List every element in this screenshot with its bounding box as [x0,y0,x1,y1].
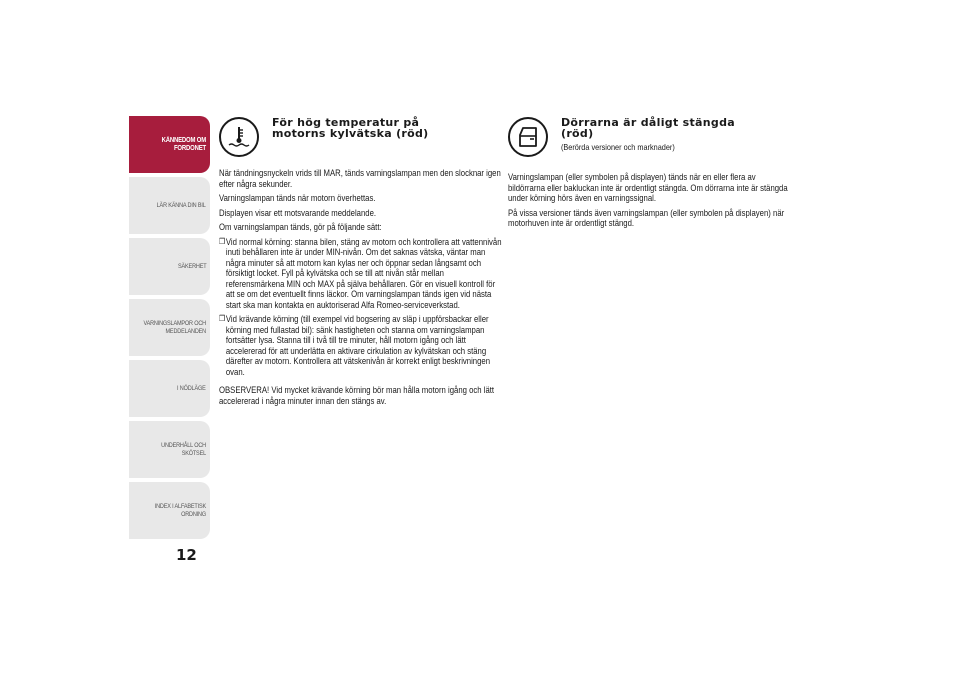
list-item [219,237,503,311]
list-item-text: Vid krävande körning (till exempel vid bogsering av släp i uppförsbackar eller körning med fullastad bil): sänk hastigheten och stanna om varningslampan fortsätter lysa. Stanna till i två till tre minuter, håll motorn igång och lätt accelererad för att underlätta en aktivare cirkulation av kylvätskan och stäng därefter av motorn. Kontrollera att vätskenivån är korrekt enligt beskrivningen ovan. [225,314,491,377]
page-number: 12 [176,546,197,564]
tab-label: UNDERHÅLL OCH SKÖTSEL [161,441,206,457]
checkbox-bullet-icon: ❒ [219,314,226,323]
heading-line: För hög temperatur på [272,116,420,129]
paragraph: På vissa versioner tänds även varningslampan (eller symbolen på displayen) när motorhuven inte är ordentligt stängd. [508,207,785,228]
door-open-icon [508,117,548,157]
left-body [219,168,504,410]
heading-line: Dörrarna är dåligt stängda [561,116,735,129]
checkbox-bullet-icon: ❒ [219,236,226,246]
paragraph: Displayen visar ett motsvarande meddelande. [219,207,377,218]
list-item [219,314,503,377]
paragraph: Varningslampan (eller symbolen på displayen) tänds när en eller flera av bildörrarna eller bakluckan inte är ordentligt stängda. Om dörrarna inte är stängda under körning hörs även en varningssignal. [508,172,788,203]
tab-label: SÄKERHET [177,262,206,270]
paragraph: Varningslampan tänds när motorn överhettas. [219,193,376,203]
heading-line: motorns kylvätska (röd) [272,127,429,140]
tab-label: INDEX I ALFABETISK ORDNING [154,502,206,518]
paragraph: När tändningsnyckeln vrids till MAR, tänds varningslampan men den slocknar igen efter några sekunder. [219,168,501,189]
coolant-temperature-icon [219,117,259,157]
tab-label: KÄNNEDOM OM FORDONET [161,136,206,152]
tab-label: I NÖDLÄGE [177,384,206,392]
market-note: (Berörda versioner och marknader) [561,142,675,152]
tab-lar-kanna-din-bil[interactable] [129,177,210,234]
tab-underhall-och-skotsel[interactable] [129,421,210,478]
right-body [508,172,793,233]
tab-kannedom-om-fordonet[interactable] [129,116,210,173]
tab-sakerhet[interactable] [129,238,210,295]
heading-line: (röd) [561,127,594,140]
tab-index[interactable] [129,482,210,539]
note-paragraph: OBSERVERA! Vid mycket krävande körning bör man hålla motorn igång och lätt accelererad i några minuter innan den stängs av. [219,385,495,406]
paragraph: Om varningslampan tänds, gör på följande sätt: [219,222,382,232]
list-item-text: Vid normal körning: stanna bilen, stäng av motorn och kontrollera att vattennivån inuti behållaren inte är under MIN-nivån. Om det saknas vätska, väntar man några minuter så att motorn kan kylas ner och öppnar sedan långsamt och försiktigt locket. Fyll på kylvätska och se till att nivån står mellan referensmärkena MIN och MAX på själva behållaren. Gör en visuell kontroll för att se om det eventuellt finns läckor. Om varningslampan tänds igen vid nästa start ska man kontakta en auktoriserad Alfa Romeo-serviceverkstad. [225,236,502,310]
section-heading-doors [561,117,735,139]
tab-varningslampor[interactable] [129,299,210,356]
tab-i-nodlage[interactable] [129,360,210,417]
section-heading-coolant [272,117,429,139]
tab-label: VARNINGSLAMPOR OCH MEDDELANDEN [143,319,206,335]
tab-label: LÄR KÄNNA DIN BIL [156,201,206,209]
